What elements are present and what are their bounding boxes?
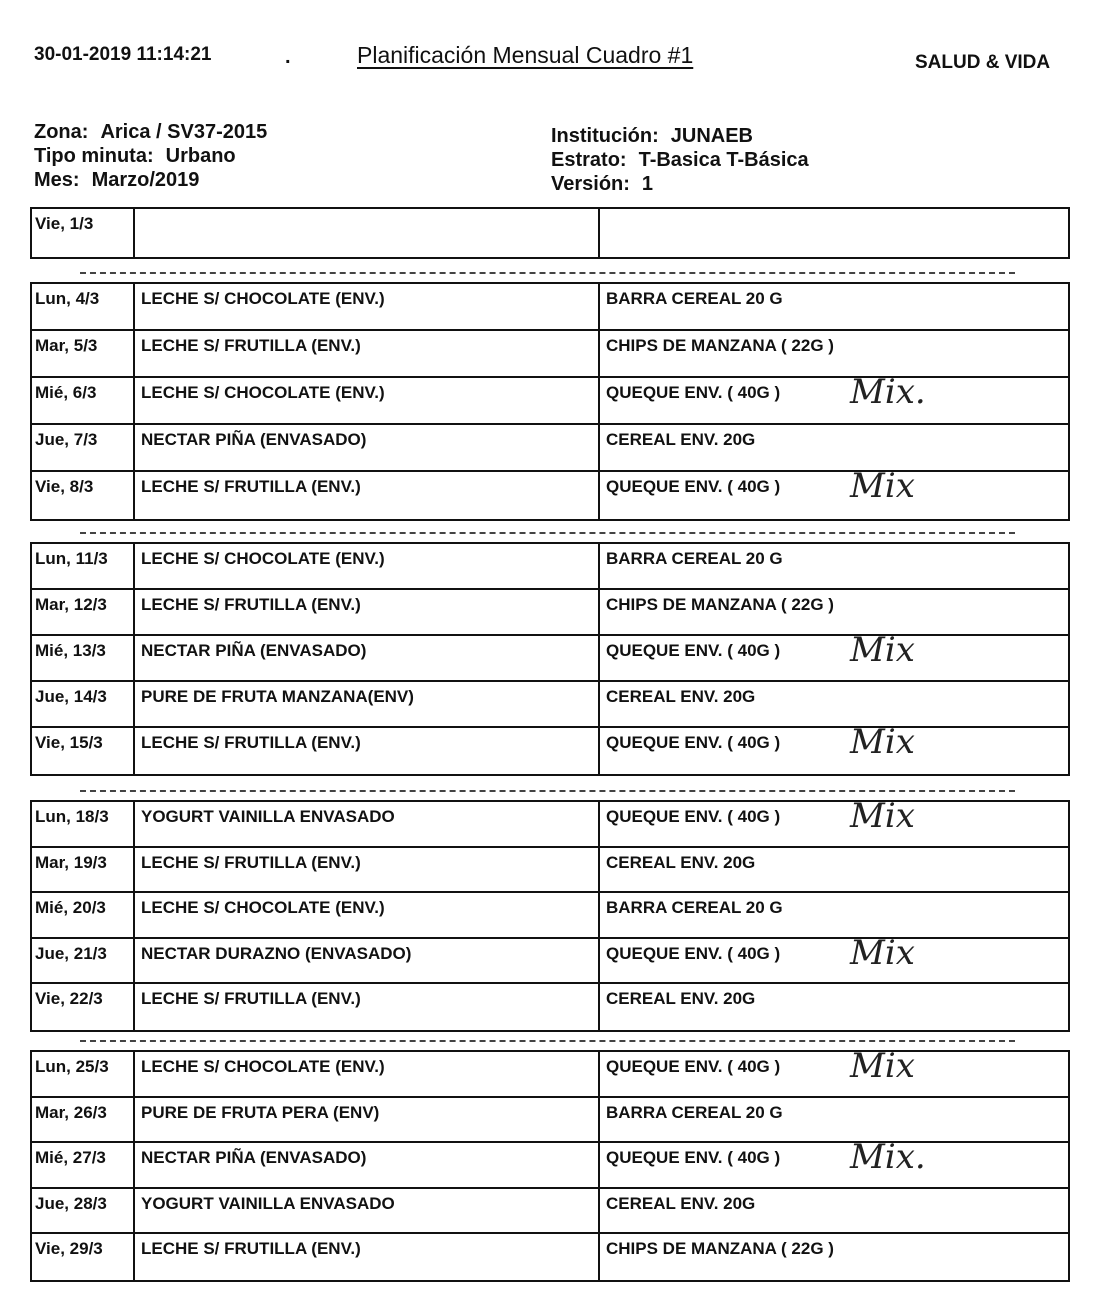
item1-text: LECHE S/ CHOCOLATE (ENV.): [141, 289, 385, 308]
handwritten-note: Mix: [850, 932, 915, 973]
day-text: Mar, 26/3: [35, 1102, 107, 1122]
day-cell: [32, 893, 135, 937]
day-cell: [32, 1189, 135, 1233]
item1-cell: [135, 802, 600, 846]
table-row: [32, 466, 1068, 519]
item1-cell: [135, 682, 600, 726]
item2-text: BARRA CEREAL 20 G: [606, 898, 783, 917]
tipo-line: [34, 144, 267, 168]
mes-line: [34, 168, 267, 192]
item1-text: YOGURT VAINILLA ENVASADO: [141, 807, 395, 826]
day-text: Lun, 4/3: [35, 289, 100, 308]
page-title: Planificación Mensual Cuadro #1: [357, 42, 694, 68]
item2-cell: [600, 590, 1068, 634]
day-text: Mié, 27/3: [35, 1148, 106, 1167]
day-text: Mié, 13/3: [35, 641, 106, 660]
item1-text: LECHE S/ CHOCOLATE (ENV.): [141, 549, 385, 568]
day-cell: [32, 848, 135, 892]
item1-cell: [135, 1098, 600, 1142]
table-row: [32, 209, 1068, 257]
item1-text: LECHE S/ CHOCOLATE (ENV.): [141, 1057, 385, 1076]
day-cell: [32, 728, 135, 774]
item2-text: QUEQUE ENV. ( 40G ): [606, 1148, 781, 1167]
item2-cell: [600, 1137, 1068, 1187]
item2-cell: [600, 1098, 1068, 1142]
week-separator: [80, 272, 1015, 274]
meta-left: [34, 120, 267, 192]
item1-cell: [135, 1143, 600, 1187]
item1-cell: [135, 378, 600, 423]
table-row: [32, 425, 1068, 472]
item1-text: LECHE S/ FRUTILLA (ENV.): [141, 336, 361, 355]
item2-text: QUEQUE ENV. ( 40G ): [606, 641, 781, 660]
item1-text: NECTAR DURAZNO (ENVASADO): [141, 943, 412, 963]
table-row: [32, 372, 1068, 425]
version-label: Versión:: [551, 173, 630, 195]
day-text: Vie, 1/3: [35, 214, 94, 233]
day-cell: [32, 425, 135, 470]
inst-label: Institución:: [551, 125, 659, 147]
item1-cell: [135, 590, 600, 634]
item2-cell: [600, 848, 1068, 892]
item1-text: LECHE S/ FRUTILLA (ENV.): [141, 1239, 361, 1258]
item2-cell: [600, 331, 1068, 376]
item2-cell: [600, 630, 1068, 680]
zona-label: Zona:: [34, 121, 89, 143]
handwritten-note: Mix.: [850, 1137, 926, 1177]
item2-text: QUEQUE ENV. ( 40G ): [606, 943, 781, 963]
item2-text: CHIPS DE MANZANA ( 22G ): [606, 1239, 834, 1258]
item1-cell: [135, 728, 600, 774]
table-row: [32, 932, 1068, 985]
day-cell: [32, 209, 135, 257]
table-row: [32, 331, 1068, 378]
item2-cell: [600, 425, 1068, 470]
day-cell: [32, 939, 135, 983]
item1-cell: [135, 425, 600, 470]
item2-cell: [600, 1234, 1068, 1280]
day-text: Lun, 25/3: [35, 1057, 109, 1076]
day-text: Mar, 12/3: [35, 595, 107, 614]
item1-cell: [135, 636, 600, 680]
item2-cell: [600, 284, 1068, 329]
item2-text: QUEQUE ENV. ( 40G ): [606, 733, 781, 752]
item1-text: LECHE S/ CHOCOLATE (ENV.): [141, 383, 385, 402]
item2-text: BARRA CEREAL 20 G: [606, 1102, 783, 1122]
item2-text: QUEQUE ENV. ( 40G ): [606, 1057, 781, 1076]
week-table: [30, 1046, 1070, 1282]
day-text: Jue, 21/3: [35, 943, 107, 963]
item2-cell: [600, 1046, 1068, 1096]
estrato-line: [551, 148, 809, 172]
week-separator: [80, 1040, 1015, 1042]
zona-line: [34, 120, 267, 144]
table-row: [32, 722, 1068, 774]
day-cell: [32, 1143, 135, 1187]
inst-line: [551, 124, 809, 148]
item2-text: CEREAL ENV. 20G: [606, 852, 756, 872]
table-row: [32, 1137, 1068, 1189]
item2-cell: [600, 893, 1068, 937]
table-row: [32, 544, 1068, 590]
item1-text: LECHE S/ FRUTILLA (ENV.): [141, 733, 361, 752]
handwritten-note: Mix: [850, 796, 915, 836]
item1-cell: [135, 1189, 600, 1233]
item2-text: CEREAL ENV. 20G: [606, 1193, 756, 1213]
item2-text: CHIPS DE MANZANA ( 22G ): [606, 336, 834, 355]
table-row: [32, 1189, 1068, 1235]
table-row: [32, 984, 1068, 1030]
item2-text: CEREAL ENV. 20G: [606, 687, 756, 706]
item1-text: LECHE S/ FRUTILLA (ENV.): [141, 477, 361, 496]
day-cell: [32, 378, 135, 423]
day-text: Mié, 6/3: [35, 383, 97, 402]
item1-text: PURE DE FRUTA PERA (ENV): [141, 1102, 380, 1122]
table-row: [32, 630, 1068, 682]
item1-text: LECHE S/ FRUTILLA (ENV.): [141, 595, 361, 614]
item2-text: QUEQUE ENV. ( 40G ): [606, 383, 781, 402]
item2-cell: [600, 722, 1068, 774]
mes-label: Mes:: [34, 169, 80, 191]
item1-text: NECTAR PIÑA (ENVASADO): [141, 1148, 367, 1167]
item1-cell: [135, 1052, 600, 1096]
day-text: Vie, 15/3: [35, 733, 103, 752]
item1-text: PURE DE FRUTA MANZANA(ENV): [141, 687, 414, 706]
day-cell: [32, 636, 135, 680]
item2-cell: [600, 984, 1068, 1030]
item1-cell: [135, 893, 600, 937]
day-text: Vie, 29/3: [35, 1239, 103, 1258]
item2-text: CHIPS DE MANZANA ( 22G ): [606, 595, 834, 614]
handwritten-note: Mix.: [850, 372, 926, 412]
item2-text: QUEQUE ENV. ( 40G ): [606, 477, 781, 496]
item1-cell: [135, 331, 600, 376]
handwritten-note: Mix: [850, 722, 915, 762]
version-value: 1: [641, 173, 654, 195]
mes-value: Marzo/2019: [91, 169, 200, 191]
item1-cell: [135, 544, 600, 588]
item1-cell: [135, 284, 600, 329]
day-cell: [32, 984, 135, 1030]
version-line: [551, 172, 809, 196]
table-row: [32, 1234, 1068, 1280]
estrato-label: Estrato:: [551, 149, 627, 171]
day-cell: [32, 682, 135, 726]
day-text: Mié, 20/3: [35, 898, 106, 917]
day-cell: [32, 284, 135, 329]
item2-cell: [600, 372, 1068, 423]
item2-cell: [600, 932, 1068, 983]
table-row: [32, 1046, 1068, 1098]
tipo-value: Urbano: [165, 145, 236, 167]
day-text: Vie, 8/3: [35, 477, 94, 496]
week-table: [30, 542, 1070, 776]
item1-text: LECHE S/ FRUTILLA (ENV.): [141, 852, 361, 872]
item2-cell: [600, 466, 1068, 519]
table-row: [32, 284, 1068, 331]
handwritten-note: Mix: [850, 466, 915, 506]
item2-text: QUEQUE ENV. ( 40G ): [606, 807, 781, 826]
item2-cell: [600, 1189, 1068, 1233]
zona-value: Arica / SV37-2015: [100, 121, 268, 143]
day-cell: [32, 544, 135, 588]
day-cell: [32, 472, 135, 519]
item2-cell: [600, 682, 1068, 726]
item2-text: BARRA CEREAL 20 G: [606, 549, 783, 568]
day-text: Jue, 14/3: [35, 687, 107, 706]
item2-text: CEREAL ENV. 20G: [606, 989, 756, 1008]
week-table: [30, 796, 1070, 1032]
meta-right: [551, 124, 809, 196]
item2-text: CEREAL ENV. 20G: [606, 430, 756, 449]
day-cell: [32, 802, 135, 846]
item1-cell: [135, 848, 600, 892]
item2-cell: [600, 209, 1068, 257]
day-text: Vie, 22/3: [35, 989, 103, 1008]
header-dot: .: [285, 46, 291, 68]
day-cell: [32, 1052, 135, 1096]
handwritten-note: Mix: [850, 630, 915, 670]
item1-cell: [135, 984, 600, 1030]
item1-text: LECHE S/ FRUTILLA (ENV.): [141, 989, 361, 1008]
item1-text: YOGURT VAINILLA ENVASADO: [141, 1193, 395, 1213]
day-text: Lun, 11/3: [35, 549, 108, 568]
day-text: Mar, 19/3: [35, 852, 107, 872]
estrato-value: T-Basica T-Básica: [638, 149, 809, 171]
week-table: [30, 207, 1070, 259]
week-separator: [80, 790, 1015, 792]
inst-value: JUNAEB: [670, 125, 754, 147]
day-text: Mar, 5/3: [35, 336, 98, 355]
table-row: [32, 848, 1068, 894]
day-cell: [32, 1234, 135, 1280]
item2-cell: [600, 796, 1068, 846]
week-table: [30, 282, 1070, 521]
tipo-label: Tipo minuta:: [34, 145, 154, 167]
day-text: Jue, 28/3: [35, 1193, 107, 1213]
day-cell: [32, 590, 135, 634]
handwritten-note: Mix: [850, 1046, 915, 1086]
table-row: [32, 796, 1068, 848]
day-text: Lun, 18/3: [35, 807, 109, 826]
item1-text: NECTAR PIÑA (ENVASADO): [141, 641, 367, 660]
day-cell: [32, 1098, 135, 1142]
week-separator: [80, 532, 1015, 534]
brand-name: SALUD & VIDA: [915, 52, 1051, 73]
item1-cell: [135, 939, 600, 983]
item2-cell: [600, 544, 1068, 588]
item1-cell: [135, 472, 600, 519]
item2-text: BARRA CEREAL 20 G: [606, 289, 783, 308]
print-datetime: 30-01-2019 11:14:21: [34, 44, 212, 65]
item1-text: LECHE S/ CHOCOLATE (ENV.): [141, 898, 385, 917]
day-text: Jue, 7/3: [35, 430, 98, 449]
item1-cell: [135, 1234, 600, 1280]
day-cell: [32, 331, 135, 376]
item1-text: NECTAR PIÑA (ENVASADO): [141, 430, 367, 449]
item1-cell: [135, 209, 600, 257]
